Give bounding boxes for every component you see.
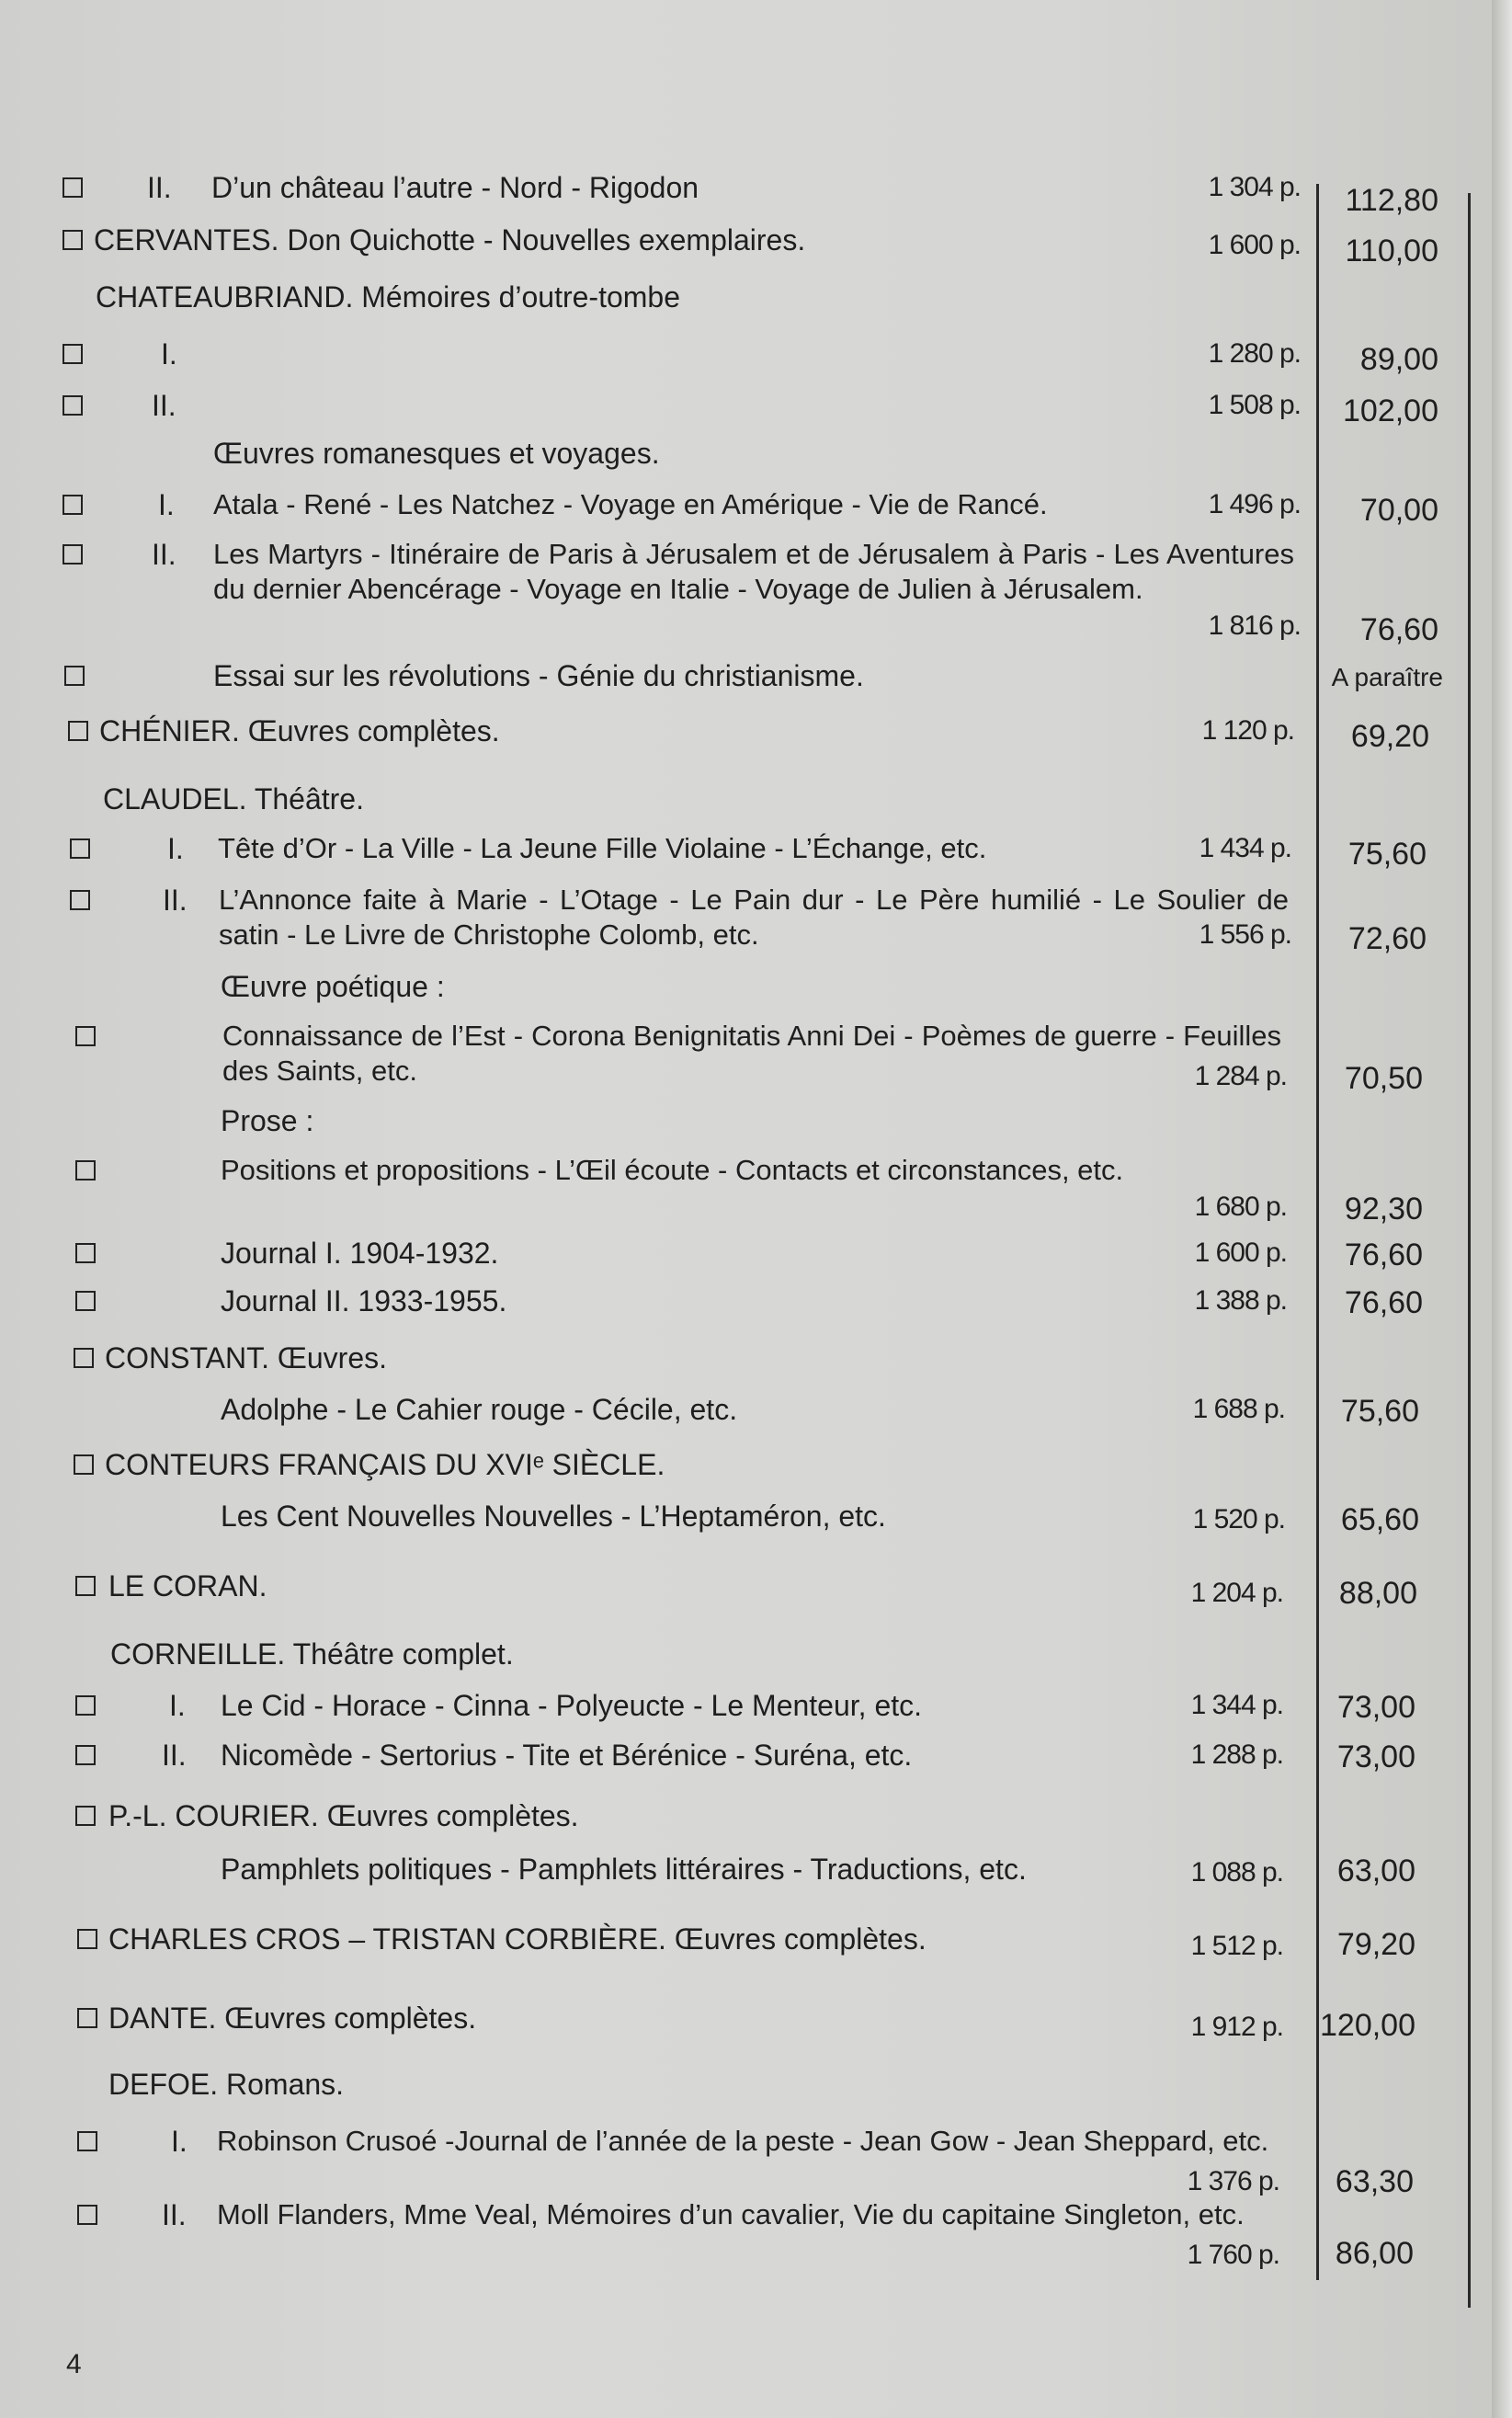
price: 102,00 — [1343, 393, 1438, 428]
entry-title: CONTEURS FRANÇAIS DU XVIᵉ SIÈCLE. — [105, 1448, 665, 1481]
price: 76,60 — [1344, 1285, 1423, 1320]
entry-title: L’Annonce faite à Marie - L’Otage - Le Pain dur - Le Père humilié - Le Soulier de satin - Le Livre de Christophe Colomb, etc. — [219, 884, 1289, 951]
price: 63,00 — [1336, 1853, 1415, 1888]
entry-title: Les Martyrs - Itinéraire de Paris à Jérusalem et de Jérusalem à Paris - Les Aventures du dernier Abencérage - Voyage en Italie - Voyage de Julien à Jérusalem. — [213, 538, 1294, 605]
volume-number: I. — [167, 832, 184, 865]
checkbox-icon[interactable] — [63, 344, 83, 364]
checkbox-icon[interactable] — [74, 1348, 94, 1368]
page-count: 1 556 p. — [1199, 919, 1291, 950]
entry-title: D’un château l’autre - Nord - Rigodon — [211, 171, 699, 204]
checkbox-icon[interactable] — [70, 890, 90, 910]
entry-title: Adolphe - Le Cahier rouge - Cécile, etc. — [221, 1393, 738, 1426]
checkbox-icon[interactable] — [75, 1576, 96, 1596]
entry-title: Moll Flanders, Mme Veal, Mémoires d’un cavalier, Vie du capitaine Singleton, etc. — [217, 2198, 1245, 2230]
price: 75,60 — [1340, 1394, 1419, 1429]
entry-title: Robinson Crusoé -Journal de l’année de la peste - Jean Gow - Jean Sheppard, etc. — [217, 2125, 1269, 2157]
page-count: 1 388 p. — [1194, 1285, 1287, 1316]
page-number: 4 — [66, 2349, 82, 2379]
page-count: 1 284 p. — [1194, 1061, 1287, 1091]
entry-title: DANTE. Œuvres complètes. — [108, 2002, 477, 2035]
page-count: 1 816 p. — [1208, 610, 1301, 641]
checkbox-icon[interactable] — [63, 230, 83, 250]
volume-number: II. — [162, 1739, 187, 1772]
checkbox-icon[interactable] — [77, 2131, 97, 2151]
page-count: 1 912 p. — [1190, 2012, 1283, 2042]
entry-title: CONSTANT. Œuvres. — [105, 1341, 387, 1374]
checkbox-icon[interactable] — [75, 1745, 96, 1765]
page-count: 1 760 p. — [1187, 2240, 1279, 2270]
page-count: 1 376 p. — [1187, 2166, 1279, 2196]
entry-title: Journal I. 1904-1932. — [221, 1237, 499, 1270]
page-count: 1 512 p. — [1190, 1931, 1283, 1961]
price: 76,60 — [1344, 1238, 1423, 1272]
checkbox-icon[interactable] — [68, 721, 88, 741]
price-status: A paraître — [1331, 663, 1443, 691]
page-count: 1 688 p. — [1192, 1394, 1285, 1424]
checkbox-icon[interactable] — [77, 2008, 97, 2028]
entry-title: Nicomède - Sertorius - Tite et Bérénice - Suréna, etc. — [221, 1739, 913, 1772]
entry-title: CERVANTES. Don Quichotte - Nouvelles exemplaires. — [94, 223, 806, 257]
price: 120,00 — [1320, 2008, 1415, 2043]
entry-title: Connaissance de l’Est - Corona Benignitatis Anni Dei - Poèmes de guerre - Feuilles des Saints, etc. — [222, 1020, 1281, 1087]
page-count: 1 434 p. — [1199, 833, 1291, 863]
volume-number: II. — [152, 538, 176, 571]
checkbox-icon[interactable] — [70, 838, 90, 859]
checkbox-icon[interactable] — [74, 1454, 94, 1475]
price: 63,30 — [1335, 2164, 1414, 2199]
volume-number: I. — [161, 337, 177, 371]
page-count: 1 520 p. — [1192, 1504, 1285, 1534]
price: 72,60 — [1347, 921, 1427, 956]
page-count: 1 496 p. — [1208, 489, 1301, 519]
checkbox-icon[interactable] — [75, 1160, 96, 1180]
entry-title: CORNEILLE. Théâtre complet. — [110, 1637, 514, 1671]
page-spine — [1492, 0, 1512, 2418]
entry-title: Œuvres romanesques et voyages. — [213, 437, 660, 470]
checkbox-icon[interactable] — [63, 495, 83, 515]
checkbox-icon[interactable] — [64, 666, 85, 686]
price: 110,00 — [1345, 234, 1438, 268]
checkbox-icon[interactable] — [75, 1806, 96, 1826]
entry-title: Essai sur les révolutions - Génie du christianisme. — [213, 659, 864, 692]
checkbox-icon[interactable] — [63, 395, 83, 416]
entry-title: CLAUDEL. Théâtre. — [103, 782, 364, 816]
price: 88,00 — [1338, 1576, 1417, 1611]
price: 112,80 — [1345, 183, 1438, 218]
entry-title: Positions et propositions - L’Œil écoute - Contacts et circonstances, etc. — [221, 1154, 1124, 1186]
page-count: 1 508 p. — [1208, 390, 1301, 420]
entry-title: Tête d’Or - La Ville - La Jeune Fille Violaine - L’Échange, etc. — [218, 832, 987, 864]
checkbox-icon[interactable] — [75, 1243, 96, 1263]
price: 73,00 — [1336, 1690, 1415, 1725]
volume-number: II. — [152, 389, 176, 422]
price: 86,00 — [1335, 2236, 1414, 2271]
price: 69,20 — [1350, 719, 1429, 754]
entry-title: CHARLES CROS – TRISTAN CORBIÈRE. Œuvres complètes. — [108, 1922, 927, 1956]
right-column-rule — [1468, 193, 1471, 2308]
entry-title: CHATEAUBRIAND. Mémoires d’outre-tombe — [96, 280, 681, 314]
entry-title: Le Cid - Horace - Cinna - Polyeucte - Le Menteur, etc. — [221, 1689, 923, 1722]
entry-title: LE CORAN. — [108, 1569, 267, 1602]
entry-title: Pamphlets politiques - Pamphlets littéraires - Traductions, etc. — [221, 1853, 1027, 1886]
price: 89,00 — [1359, 342, 1438, 377]
entry-title: Œuvre poétique : — [221, 970, 445, 1003]
checkbox-icon[interactable] — [63, 544, 83, 565]
volume-number: I. — [169, 1689, 186, 1722]
price: 70,00 — [1359, 493, 1438, 528]
page-count: 1 120 p. — [1201, 715, 1294, 746]
entry-title: Atala - René - Les Natchez - Voyage en Amérique - Vie de Rancé. — [213, 488, 1048, 520]
volume-number: II. — [147, 171, 172, 204]
price: 70,50 — [1344, 1061, 1423, 1096]
checkbox-icon[interactable] — [77, 2205, 97, 2225]
checkbox-icon[interactable] — [75, 1695, 96, 1716]
page-count: 1 280 p. — [1208, 338, 1301, 369]
entry-title: Journal II. 1933-1955. — [221, 1284, 507, 1317]
entry-title: Les Cent Nouvelles Nouvelles - L’Heptaméron, etc. — [221, 1500, 886, 1533]
page-count: 1 304 p. — [1208, 172, 1301, 202]
price: 75,60 — [1347, 837, 1427, 872]
price: 92,30 — [1344, 1192, 1423, 1226]
price: 73,00 — [1336, 1739, 1415, 1774]
entry-title: P.-L. COURIER. Œuvres complètes. — [108, 1799, 579, 1832]
page-count: 1 288 p. — [1190, 1739, 1283, 1770]
page-count: 1 600 p. — [1208, 230, 1301, 260]
checkbox-icon[interactable] — [75, 1026, 96, 1046]
page-count: 1 204 p. — [1190, 1578, 1283, 1608]
entry-title: DEFOE. Romans. — [108, 2068, 345, 2101]
price: 65,60 — [1340, 1502, 1419, 1537]
checkbox-icon[interactable] — [77, 1929, 97, 1949]
page-count: 1 680 p. — [1194, 1192, 1287, 1222]
checkbox-icon[interactable] — [63, 177, 83, 198]
volume-number: I. — [171, 2125, 188, 2158]
volume-number: I. — [158, 488, 175, 521]
price: 79,20 — [1336, 1927, 1415, 1962]
volume-number: II. — [163, 884, 188, 917]
page-count: 1 344 p. — [1190, 1690, 1283, 1720]
volume-number: II. — [162, 2198, 187, 2231]
price: 76,60 — [1359, 612, 1438, 647]
page-count: 1 600 p. — [1194, 1238, 1287, 1268]
entry-title: Prose : — [221, 1104, 314, 1137]
page-count: 1 088 p. — [1190, 1857, 1283, 1888]
entry-title: CHÉNIER. Œuvres complètes. — [99, 714, 500, 747]
checkbox-icon[interactable] — [75, 1291, 96, 1311]
